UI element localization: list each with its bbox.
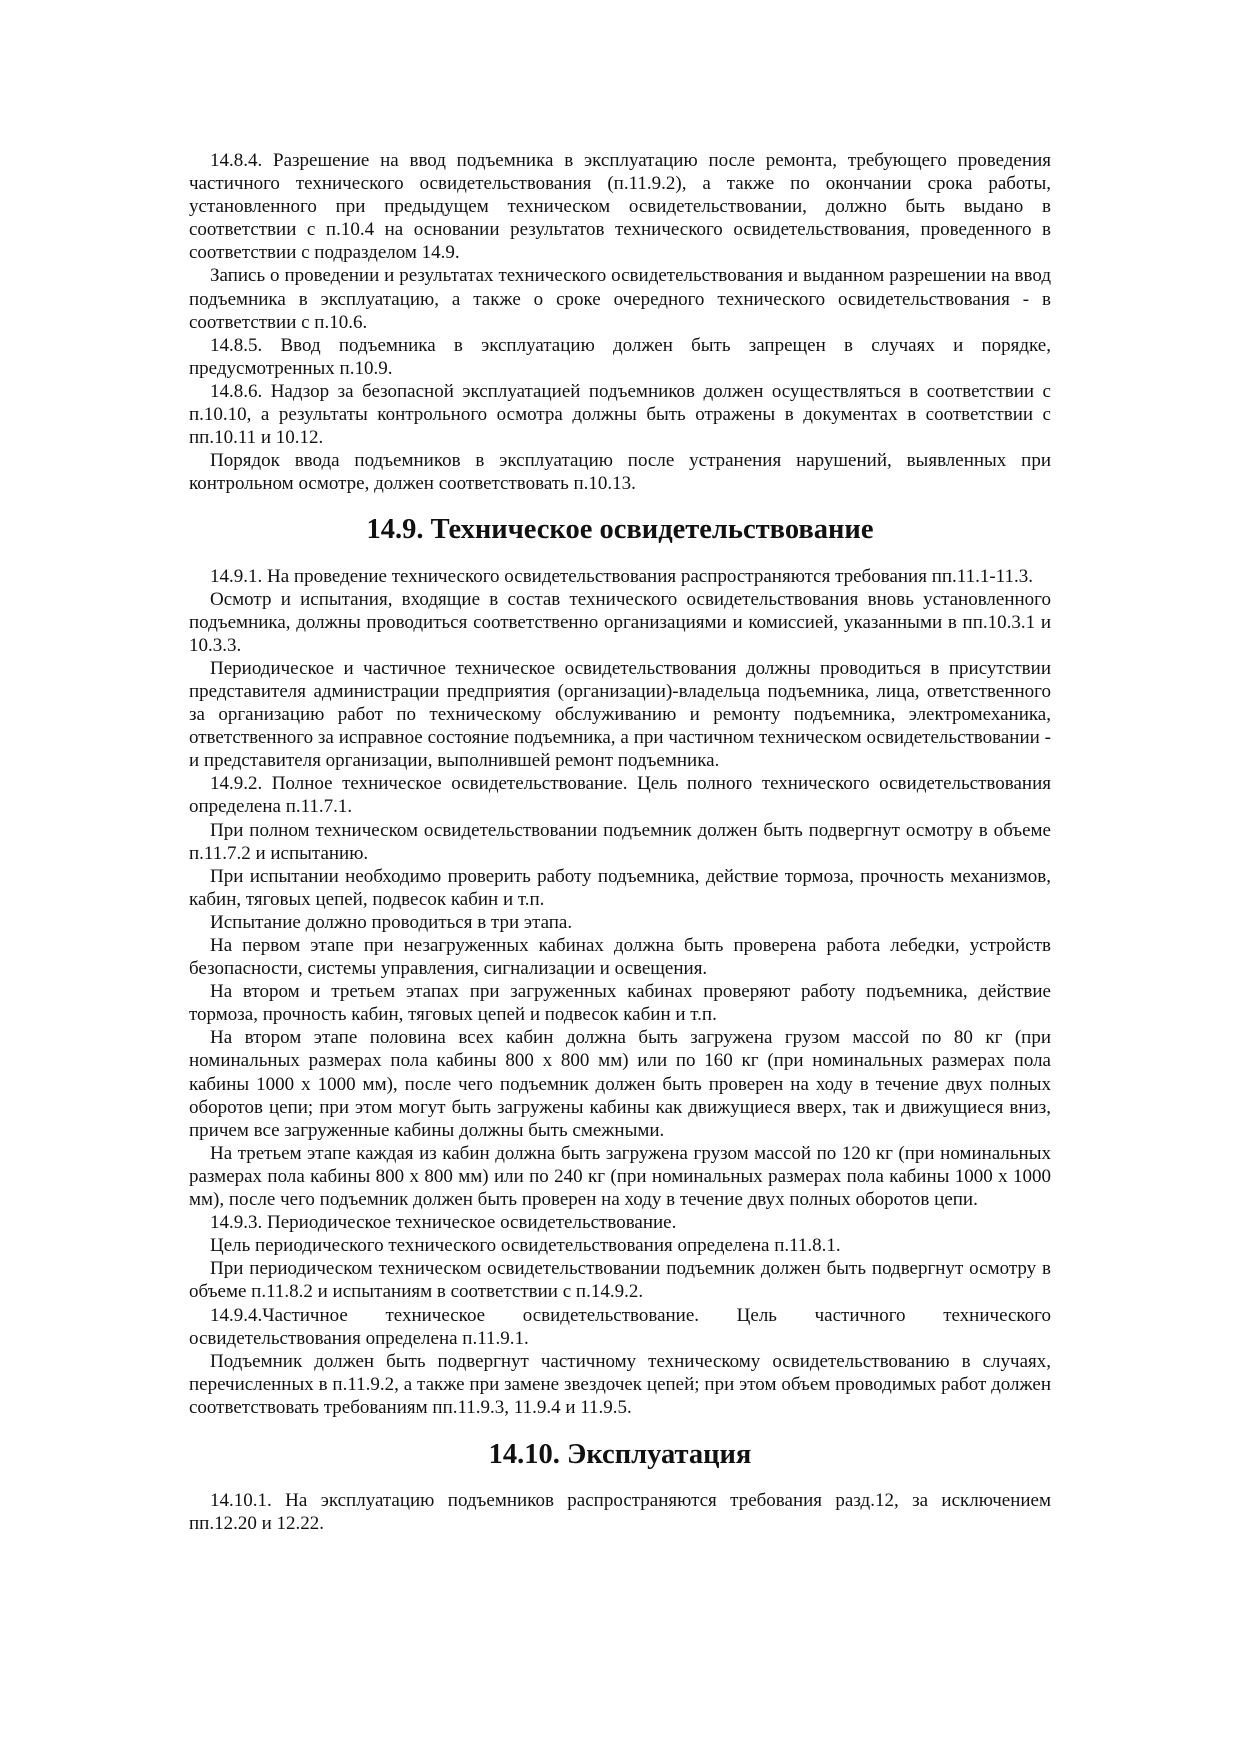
paragraph-stage-2: На втором этапе половина всех кабин должна быть загружена грузом массой по 80 кг (при номинальных размерах пола кабины 800 х 800 мм) или по 160 кг (при номинальных размерах пола кабины 1000 х 1000 мм), после чего подъемник должен быть проверен на ходу в течение двух полных оборотов цепи; при этом могут быть загружены кабины как движущиеся вверх, так и движущиеся вниз, причем все загруженные кабины должны быть смежными.	[189, 1027, 1051, 1141]
section-heading-14-10: 14.10. Эксплуатация	[488, 1438, 752, 1470]
paragraph-14-8-6: 14.8.6. Надзор за безопасной эксплуатацией подъемников должен осуществляться в соответствии с п.10.10, а результаты контрольного осмотра должны быть отражены в документах в соответствии с пп.10.11 и 10.12.	[189, 380, 1051, 449]
section-heading-14-9: 14.9. Техническое освидетельствование	[366, 514, 874, 546]
paragraph-new-lift-inspection: Осмотр и испытания, входящие в состав технического освидетельствования вновь установленного подъемника, должны проводиться соответственно организациями и комиссией, указанными в пп.10.3.1 и 10.3.3.	[189, 588, 1051, 656]
paragraph-14-10-1: 14.10.1. На эксплуатацию подъемников распространяются требования разд.12, за исключением пп.12.20 и 12.22.	[189, 1490, 1051, 1535]
paragraph-14-9-4: 14.9.4.Частичное техническое освидетельствование. Цель частичного технического освидетельствования определена п.11.9.1.	[189, 1304, 1051, 1349]
paragraph-partial-cases: Подъемник должен быть подвергнут частичному техническому освидетельствованию в случаях, перечисленных в п.11.9.2, а также при замене звездочек цепей; при этом объем проводимых работ должен соответствовать требованиям пп.11.9.3, 11.9.4 и 11.9.5.	[189, 1350, 1051, 1418]
paragraph-14-9-1: 14.9.1. На проведение технического освидетельствования распространяются требования пп.11.1-11.3.	[210, 565, 1033, 587]
paragraph-stage-3: На третьем этапе каждая из кабин должна быть загружена грузом массой по 120 кг (при номинальных размерах пола кабины 800 х 800 мм) или по 240 кг (при номинальных размерах пола кабины 1000 х 1000 мм), после чего подъемник должен быть проверен на ходу в течение двух полных оборотов цепи.	[189, 1142, 1051, 1211]
paragraph-14-9-3: 14.9.3. Периодическое техническое освидетельствование.	[210, 1212, 677, 1234]
paragraph-periodic-goal: Цель периодического технического освидетельствования определена п.11.8.1.	[210, 1235, 841, 1257]
document-page	[189, 149, 1051, 1535]
paragraph-stage-1: На первом этапе при незагруженных кабинах должна быть проверена работа лебедки, устройств безопасности, системы управления, сигнализации и освещения.	[189, 935, 1051, 980]
paragraph-14-8-5: 14.8.5. Ввод подъемника в эксплуатацию должен быть запрещен в случаях и порядке, предусмотренных п.10.9.	[189, 334, 1051, 379]
paragraph-periodic-check: При периодическом техническом освидетельствовании подъемник должен быть подвергнут осмотру в объеме п.11.8.2 и испытаниям в соответствии с п.14.9.2.	[189, 1258, 1051, 1303]
paragraph-test-checks: При испытании необходимо проверить работу подъемника, действие тормоза, прочность механизмов, кабин, тяговых цепей, подвесок кабин и т.п.	[189, 865, 1051, 910]
paragraph-commissioning-order: Порядок ввода подъемников в эксплуатацию после устранения нарушений, выявленных при контрольном осмотре, должен соответствовать п.10.13.	[189, 450, 1051, 495]
paragraph-periodic-partial-attendance: Периодическое и частичное техническое освидетельствования должны проводиться в присутствии представителя администрации предприятия (организации)-владельца подъемника, лица, ответственного за организацию работ по техническому обслуживанию и ремонту подъемника, электромеханика, ответственного за исправное состояние подъемника, а при частичном техническом освидетельствовании - и представителя организации, выполнившей ремонт подъемника.	[189, 657, 1051, 772]
paragraph-three-stages: Испытание должно проводиться в три этапа.	[210, 911, 573, 933]
paragraph-stage-2-3: На втором и третьем этапах при загруженных кабинах проверяют работу подъемника, действие тормоза, прочность кабин, тяговых цепей и подвесок кабин и т.п.	[189, 981, 1051, 1026]
paragraph-14-9-2: 14.9.2. Полное техническое освидетельствование. Цель полного технического освидетельствования определена п.11.7.1.	[189, 773, 1051, 818]
paragraph-full-inspection: При полном техническом освидетельствовании подъемник должен быть подвергнут осмотру в объеме п.11.7.2 и испытанию.	[189, 819, 1051, 864]
paragraph-14-8-4: 14.8.4. Разрешение на ввод подъемника в эксплуатацию после ремонта, требующего проведения частичного технического освидетельствования (п.11.9.2), а также по окончании срока работы, установленного при предыдущем техническом освидетельствовании, должно быть выдано в соответствии с п.10.4 на основании результатов технического освидетельствования, проведенного в соответствии с подразделом 14.9.	[189, 150, 1051, 264]
paragraph-inspection-record: Запись о проведении и результатах технического освидетельствования и выданном разрешении на ввод подъемника в эксплуатацию, а также о сроке очередного технического освидетельствования - в соответствии с п.10.6.	[189, 265, 1051, 333]
